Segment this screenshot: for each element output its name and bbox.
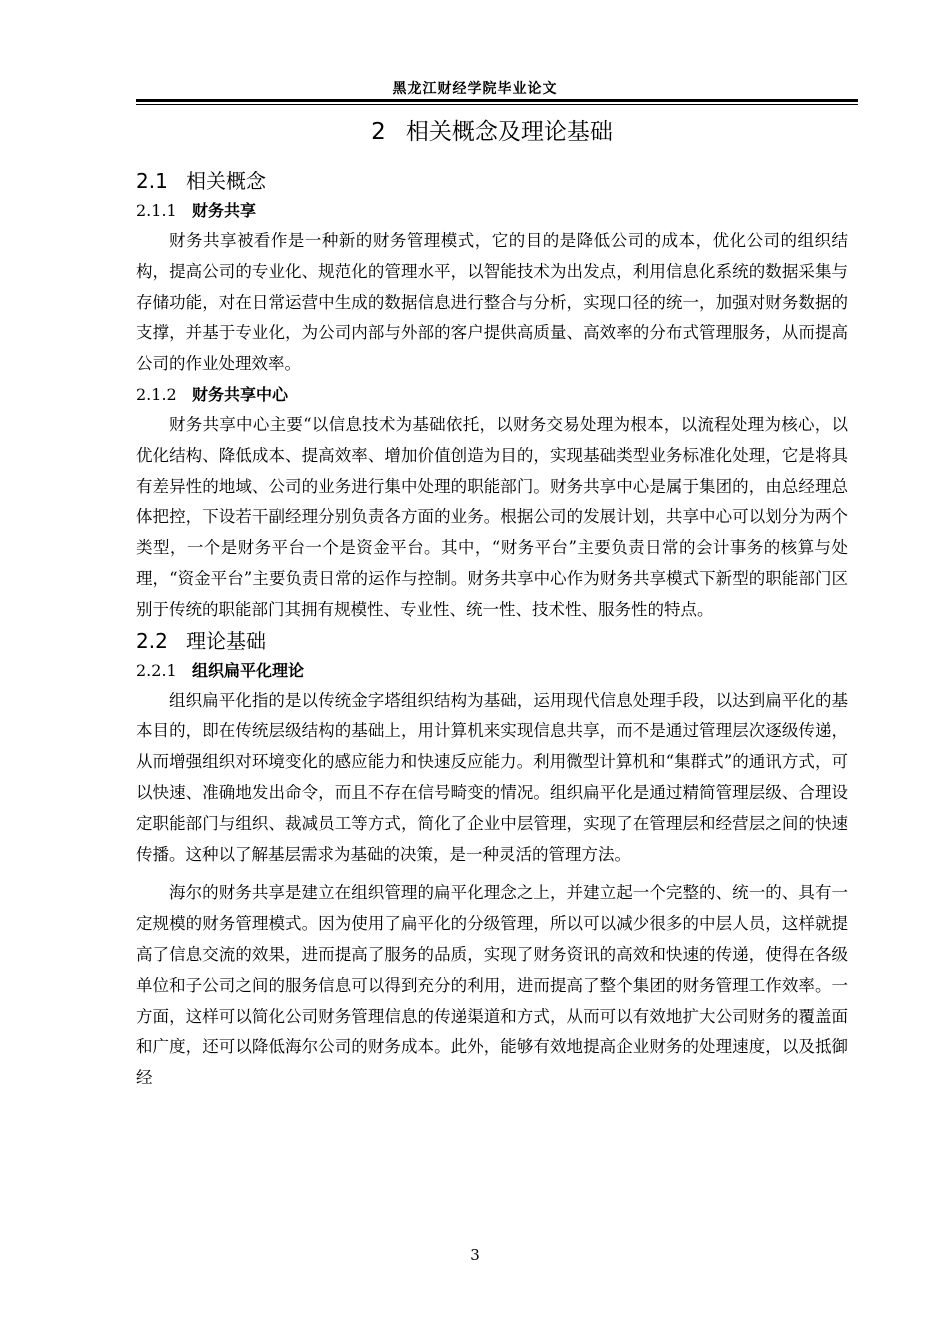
- section-number: 2.1: [136, 169, 168, 193]
- running-header: 黑龙江财经学院毕业论文: [392, 81, 558, 97]
- paragraph: 财务共享中心主要“以信息技术为基础依托，以财务交易处理为根本，以流程处理为核心，以优化结构、降低成本、提高效率、增加价值创造为目的，实现基础类型业务标准化处理，它是将具有差异性的地域、公司的业务进行集中处理的职能部门。财务共享中心是属于集团的，由总经理总体把控，下设若干副经理分别负责各方面的业务。根据公司的发展计划，共享中心可以划分为两个类型，一个是财务平台一个是资金平台。其中，“财务平台”主要负责日常的会计事务的核算与处理，“资金平台”主要负责日常的运作与控制。财务共享中心作为财务共享模式下新型的职能部门区别于传统的职能部门其拥有规模性、专业性、统一性、技术性、服务性的特点。: [136, 414, 848, 619]
- paragraph: 海尔的财务共享是建立在组织管理的扁平化理念之上，并建立起一个完整的、统一的、具有一定规模的财务管理模式。因为使用了扁平化的分级管理，所以可以减少很多的中层人员，这样就提高了信息交流的效果，进而提高了服务的品质，实现了财务资讯的高效和快速的传递，使得在各级单位和子公司之间的服务信息可以得到充分的利用，进而提高了整个集团的财务管理工作效率。一方面，这样可以简化公司财务管理信息的传递渠道和方式，从而可以有效地扩大公司财务的覆盖面和广度，还可以降低海尔公司的财务成本。此外，能够有效地提高企业财务的处理速度，以及抵御经: [136, 883, 848, 1088]
- chapter-number: 2: [371, 119, 386, 145]
- subsection-heading-2-2-1: [136, 656, 848, 686]
- page-number: 3: [470, 1246, 480, 1264]
- subsection-heading-2-1-1: [136, 196, 848, 226]
- paragraph: 组织扁平化指的是以传统金字塔组织结构为基础，运用现代信息处理手段，以达到扁平化的基本目的，即在传统层级结构的基础上，用计算机来实现信息共享，而不是通过管理层次逐级传递，从而增强组织对环境变化的感应能力和快速反应能力。利用微型计算机和“集群式”的通讯方式，可以快速、准确地发出命令，而且不存在信号畸变的情况。组织扁平化是通过精简管理层级、合理设定职能部门与组织、裁减员工等方式，简化了企业中层管理，实现了在管理层和经营层之间的快速传播。这种以了解基层需求为基础的决策，是一种灵活的管理方法。: [136, 690, 848, 864]
- page-content: [136, 112, 848, 1094]
- subsection-number: 2.1.2: [136, 384, 177, 404]
- chapter-title: 相关概念及理论基础: [405, 119, 613, 145]
- section-title: 理论基础: [186, 628, 266, 653]
- header-rule-thin: [136, 104, 858, 105]
- paragraph: 财务共享被看作是一种新的财务管理模式，它的目的是降低公司的成本，优化公司的组织结构，提高公司的专业化、规范化的管理水平，以智能技术为出发点，利用信息化系统的数据采集与存储功能，对在日常运营中生成的数据信息进行整合与分析，实现口径的统一，加强对财务数据的支撑，并基于专业化，为公司内部与外部的客户提供高质量、高效率的分布式管理服务，从而提高公司的作业处理效率。: [136, 231, 848, 374]
- section-heading-2-1: [136, 166, 848, 196]
- section-heading-2-2: [136, 626, 848, 656]
- subsection-number: 2.2.1: [136, 660, 177, 680]
- section-title: 相关概念: [186, 169, 266, 193]
- subsection-heading-2-1-2: [136, 380, 848, 410]
- subsection-title: 财务共享: [192, 201, 257, 220]
- subsection-number: 2.1.1: [136, 201, 177, 220]
- header-rule-thick: [136, 99, 858, 102]
- subsection-title: 组织扁平化理论: [192, 660, 305, 680]
- chapter-heading: [136, 112, 848, 152]
- subsection-title: 财务共享中心: [192, 384, 289, 404]
- section-number: 2.2: [136, 628, 168, 653]
